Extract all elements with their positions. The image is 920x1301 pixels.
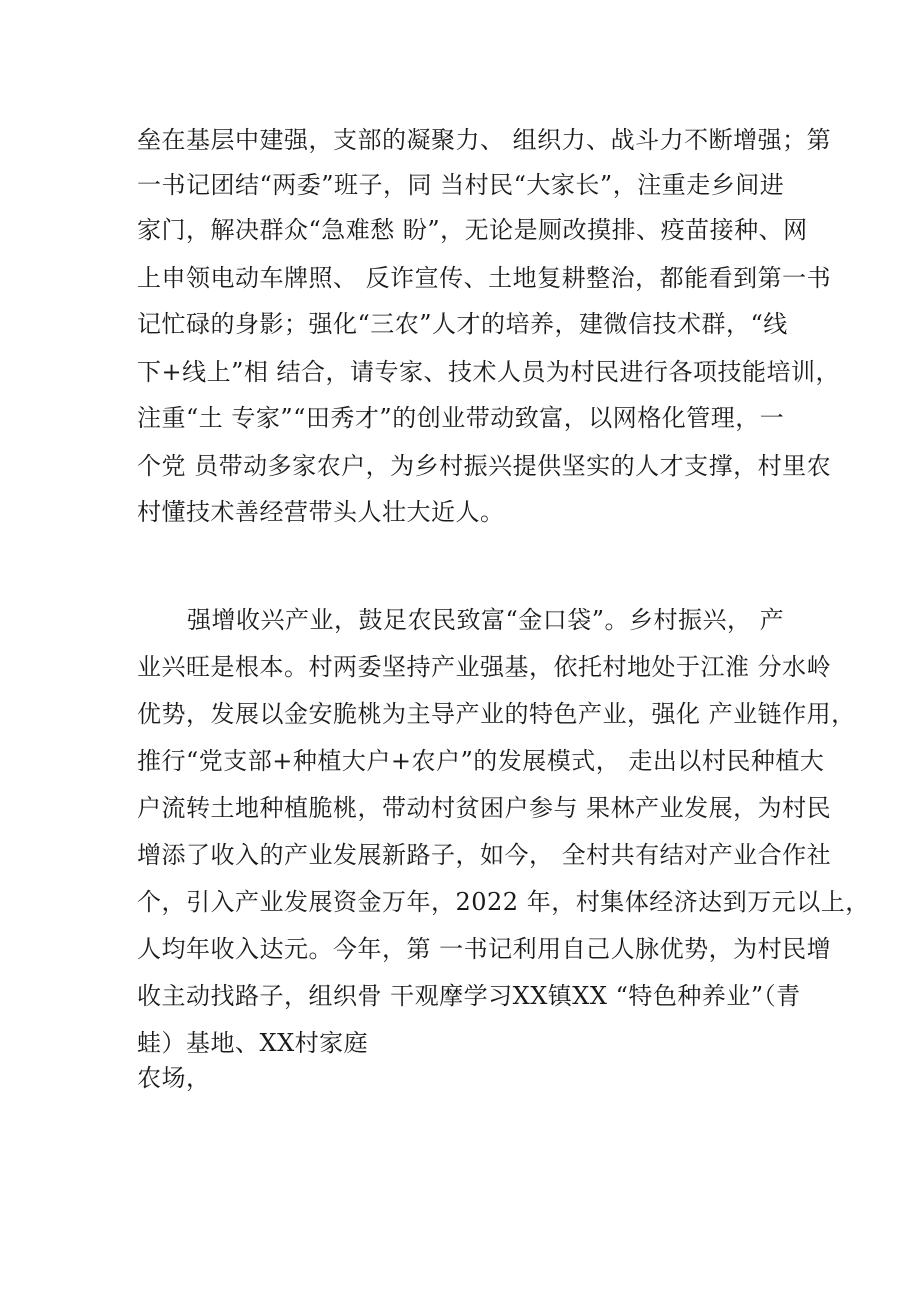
paragraph-line: 收主动找路子，组织骨 干观摩学习XX镇XX “特色种养业”（青 xyxy=(137,982,801,1010)
paragraph-line: 家门，解决群众“急难愁 盼”，无论是厕改摸排、疫苗接种、网 xyxy=(137,216,808,244)
paragraph-line: 户流转土地种植脆桃，带动村贫困户参与 果林产业发展，为村民 xyxy=(137,794,832,822)
paragraph-line: 增添了收入的产业发展新路子，如今， 全村共有结对产业合作社 xyxy=(137,841,832,869)
paragraph-line: 注重“土 专家”“田秀才”的创业带动致富，以网格化管理，一 xyxy=(137,404,785,432)
paragraph-line: 一书记团结“两委”班子，同 当村民“大家长”，注重走乡间进 xyxy=(137,171,785,199)
paragraph-line: 人均年收入达元。今年，第 一书记利用自己人脉优势，为村民增 xyxy=(137,935,832,963)
paragraph-line: 个党 员带动多家农户，为乡村振兴提供坚实的人才支撑，村里农 xyxy=(137,452,832,480)
paragraph-line: 村懂技术善经营带头人壮大近人。 xyxy=(137,498,505,526)
paragraph-first-line: 强增收兴产业，鼓足农民致富“金口袋”。乡村振兴， 产 xyxy=(187,606,785,634)
paragraph-line: 记忙碌的身影；强化“三农”人才的培养，建微信技术群，“线 xyxy=(137,310,788,338)
trailing-line: 农场， xyxy=(137,1064,211,1092)
paragraph-line: 个，引入产业发展资金万年，2022 年，村集体经济达到万元以上， xyxy=(137,888,870,916)
paragraph-line: 下+线上”相 结合，请专家、技术人员为村民进行各项技能培训， xyxy=(137,358,841,386)
paragraph-line: 优势，发展以金安脆桃为主导产业的特色产业，强化 产业链作用， xyxy=(137,700,856,728)
paragraph-line: 推行“党支部+种植大户+农户”的发展模式， 走出以村民种植大 xyxy=(137,747,825,775)
paragraph-line: 蛙）基地、XX村家庭 xyxy=(137,1029,369,1057)
paragraph-line: 垒在基层中建强，支部的凝聚力、 组织力、战斗力不断增强；第 xyxy=(137,126,832,154)
paragraph-line: 上申领电动车牌照、 反诈宣传、土地复耕整治，都能看到第一书 xyxy=(137,264,832,292)
paragraph-line: 业兴旺是根本。村两委坚持产业强基，依托村地处于江淮 分水岭 xyxy=(137,653,832,681)
